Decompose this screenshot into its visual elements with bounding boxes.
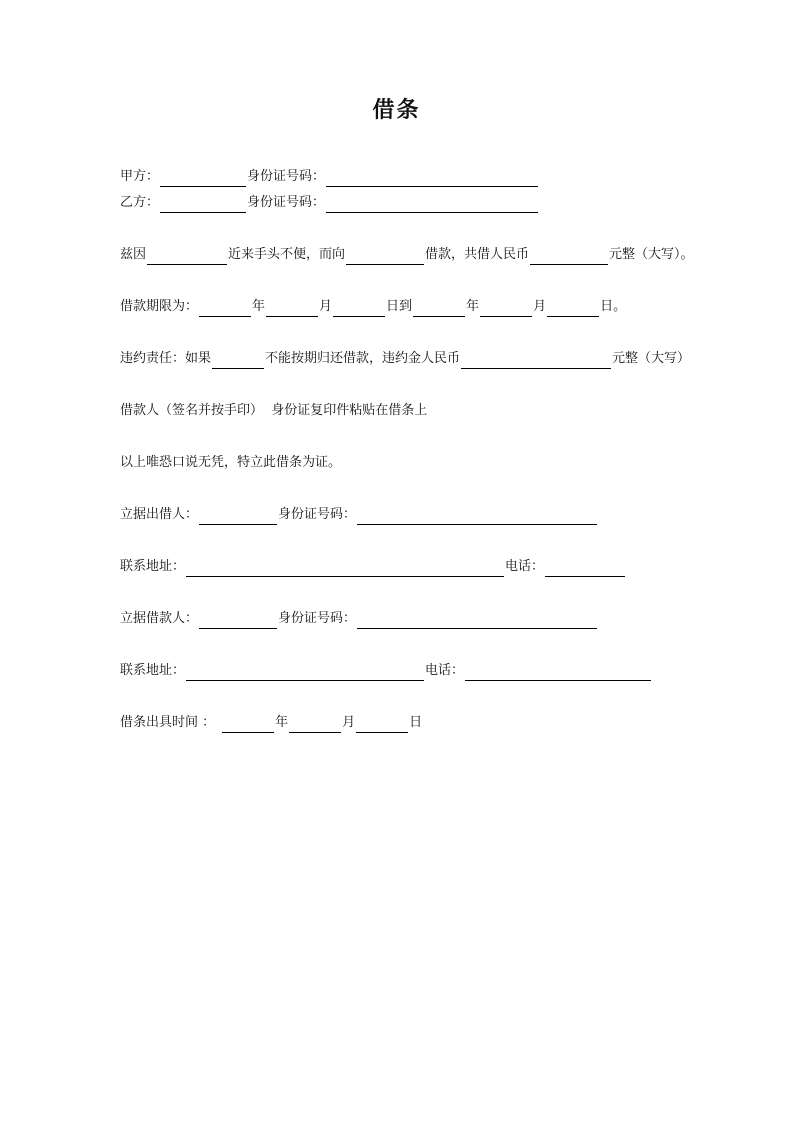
period-start-month-blank[interactable] — [266, 301, 318, 317]
breach-text-1: 违约责任：如果 — [120, 351, 212, 366]
lender-name-blank[interactable] — [346, 249, 424, 265]
period-day-to-label: 日到 — [386, 299, 413, 314]
breach-line — [120, 349, 690, 369]
party-a-name-blank[interactable] — [160, 171, 246, 187]
note-line — [120, 401, 427, 421]
issue-year-blank[interactable] — [222, 717, 274, 733]
breach-text-3: 元整（大写） — [612, 351, 691, 366]
borrower-line — [120, 609, 598, 629]
lender-phone-blank[interactable] — [545, 561, 625, 577]
issue-day-label: 日 — [409, 715, 423, 730]
borrower-address-blank[interactable] — [186, 665, 424, 681]
borrower-address-label: 联系地址： — [120, 663, 186, 678]
party-a-label: 甲方： — [120, 169, 160, 184]
borrower-signature-blank[interactable] — [199, 613, 277, 629]
penalty-amount-blank[interactable] — [461, 353, 611, 369]
lender-contact-line — [120, 557, 626, 577]
reason-blank[interactable] — [147, 249, 227, 265]
statement-text: 以上唯恐口说无凭，特立此借条为证。 — [120, 455, 342, 470]
party-a-line — [120, 167, 539, 187]
reason-line — [120, 245, 694, 265]
period-end-month-blank[interactable] — [480, 301, 532, 317]
period-label: 借款期限为： — [120, 299, 199, 314]
party-a-id-label: 身份证号码： — [247, 169, 326, 184]
period-year-label: 年 — [252, 299, 266, 314]
lender-line — [120, 505, 598, 525]
lender-id-label: 身份证号码： — [278, 507, 357, 522]
borrower-id-label: 身份证号码： — [278, 611, 357, 626]
issue-day-blank[interactable] — [356, 717, 408, 733]
issue-year-label: 年 — [275, 715, 289, 730]
issue-month-blank[interactable] — [289, 717, 341, 733]
period-end-year-blank[interactable] — [413, 301, 465, 317]
party-b-id-blank[interactable] — [326, 197, 538, 213]
period-start-year-blank[interactable] — [199, 301, 251, 317]
issue-date-line — [120, 713, 422, 733]
borrower-id-blank[interactable] — [357, 613, 597, 629]
lender-phone-label: 电话： — [505, 559, 545, 574]
period-start-day-blank[interactable] — [333, 301, 385, 317]
page-title: 借条 — [372, 97, 421, 123]
breach-text-2: 不能按期归还借款，违约金人民币 — [265, 351, 461, 366]
period-month-label: 月 — [319, 299, 333, 314]
period-end-day-blank[interactable] — [547, 301, 599, 317]
amount-blank[interactable] — [530, 249, 608, 265]
signature-note: 借款人（签名并按手印） 身份证复印件粘贴在借条上 — [120, 403, 428, 418]
reason-text-3: 借款，共借人民币 — [425, 247, 530, 262]
party-b-label: 乙方： — [120, 195, 160, 210]
period-line — [120, 297, 626, 317]
issue-date-label: 借条出具时间 ： — [120, 715, 216, 730]
period-year2-label: 年 — [466, 299, 480, 314]
borrower-phone-blank[interactable] — [465, 665, 651, 681]
party-b-line — [120, 193, 539, 213]
statement-line — [120, 453, 341, 473]
reason-text-4: 元整（大写）。 — [609, 247, 694, 262]
borrower-label: 立据借款人： — [120, 611, 199, 626]
lender-address-label: 联系地址： — [120, 559, 186, 574]
borrower-phone-label: 电话： — [425, 663, 465, 678]
breach-party-blank[interactable] — [212, 353, 264, 369]
borrower-contact-line — [120, 661, 652, 681]
party-b-name-blank[interactable] — [160, 197, 246, 213]
issue-month-label: 月 — [342, 715, 356, 730]
period-month2-label: 月 — [533, 299, 547, 314]
reason-text-1: 兹因 — [120, 247, 147, 262]
reason-text-2: 近来手头不便，而向 — [228, 247, 346, 262]
party-b-id-label: 身份证号码： — [247, 195, 326, 210]
lender-address-blank[interactable] — [186, 561, 504, 577]
party-a-id-blank[interactable] — [326, 171, 538, 187]
lender-signature-blank[interactable] — [199, 509, 277, 525]
period-day-end-label: 日。 — [600, 299, 627, 314]
lender-id-blank[interactable] — [357, 509, 597, 525]
lender-label: 立据出借人： — [120, 507, 199, 522]
